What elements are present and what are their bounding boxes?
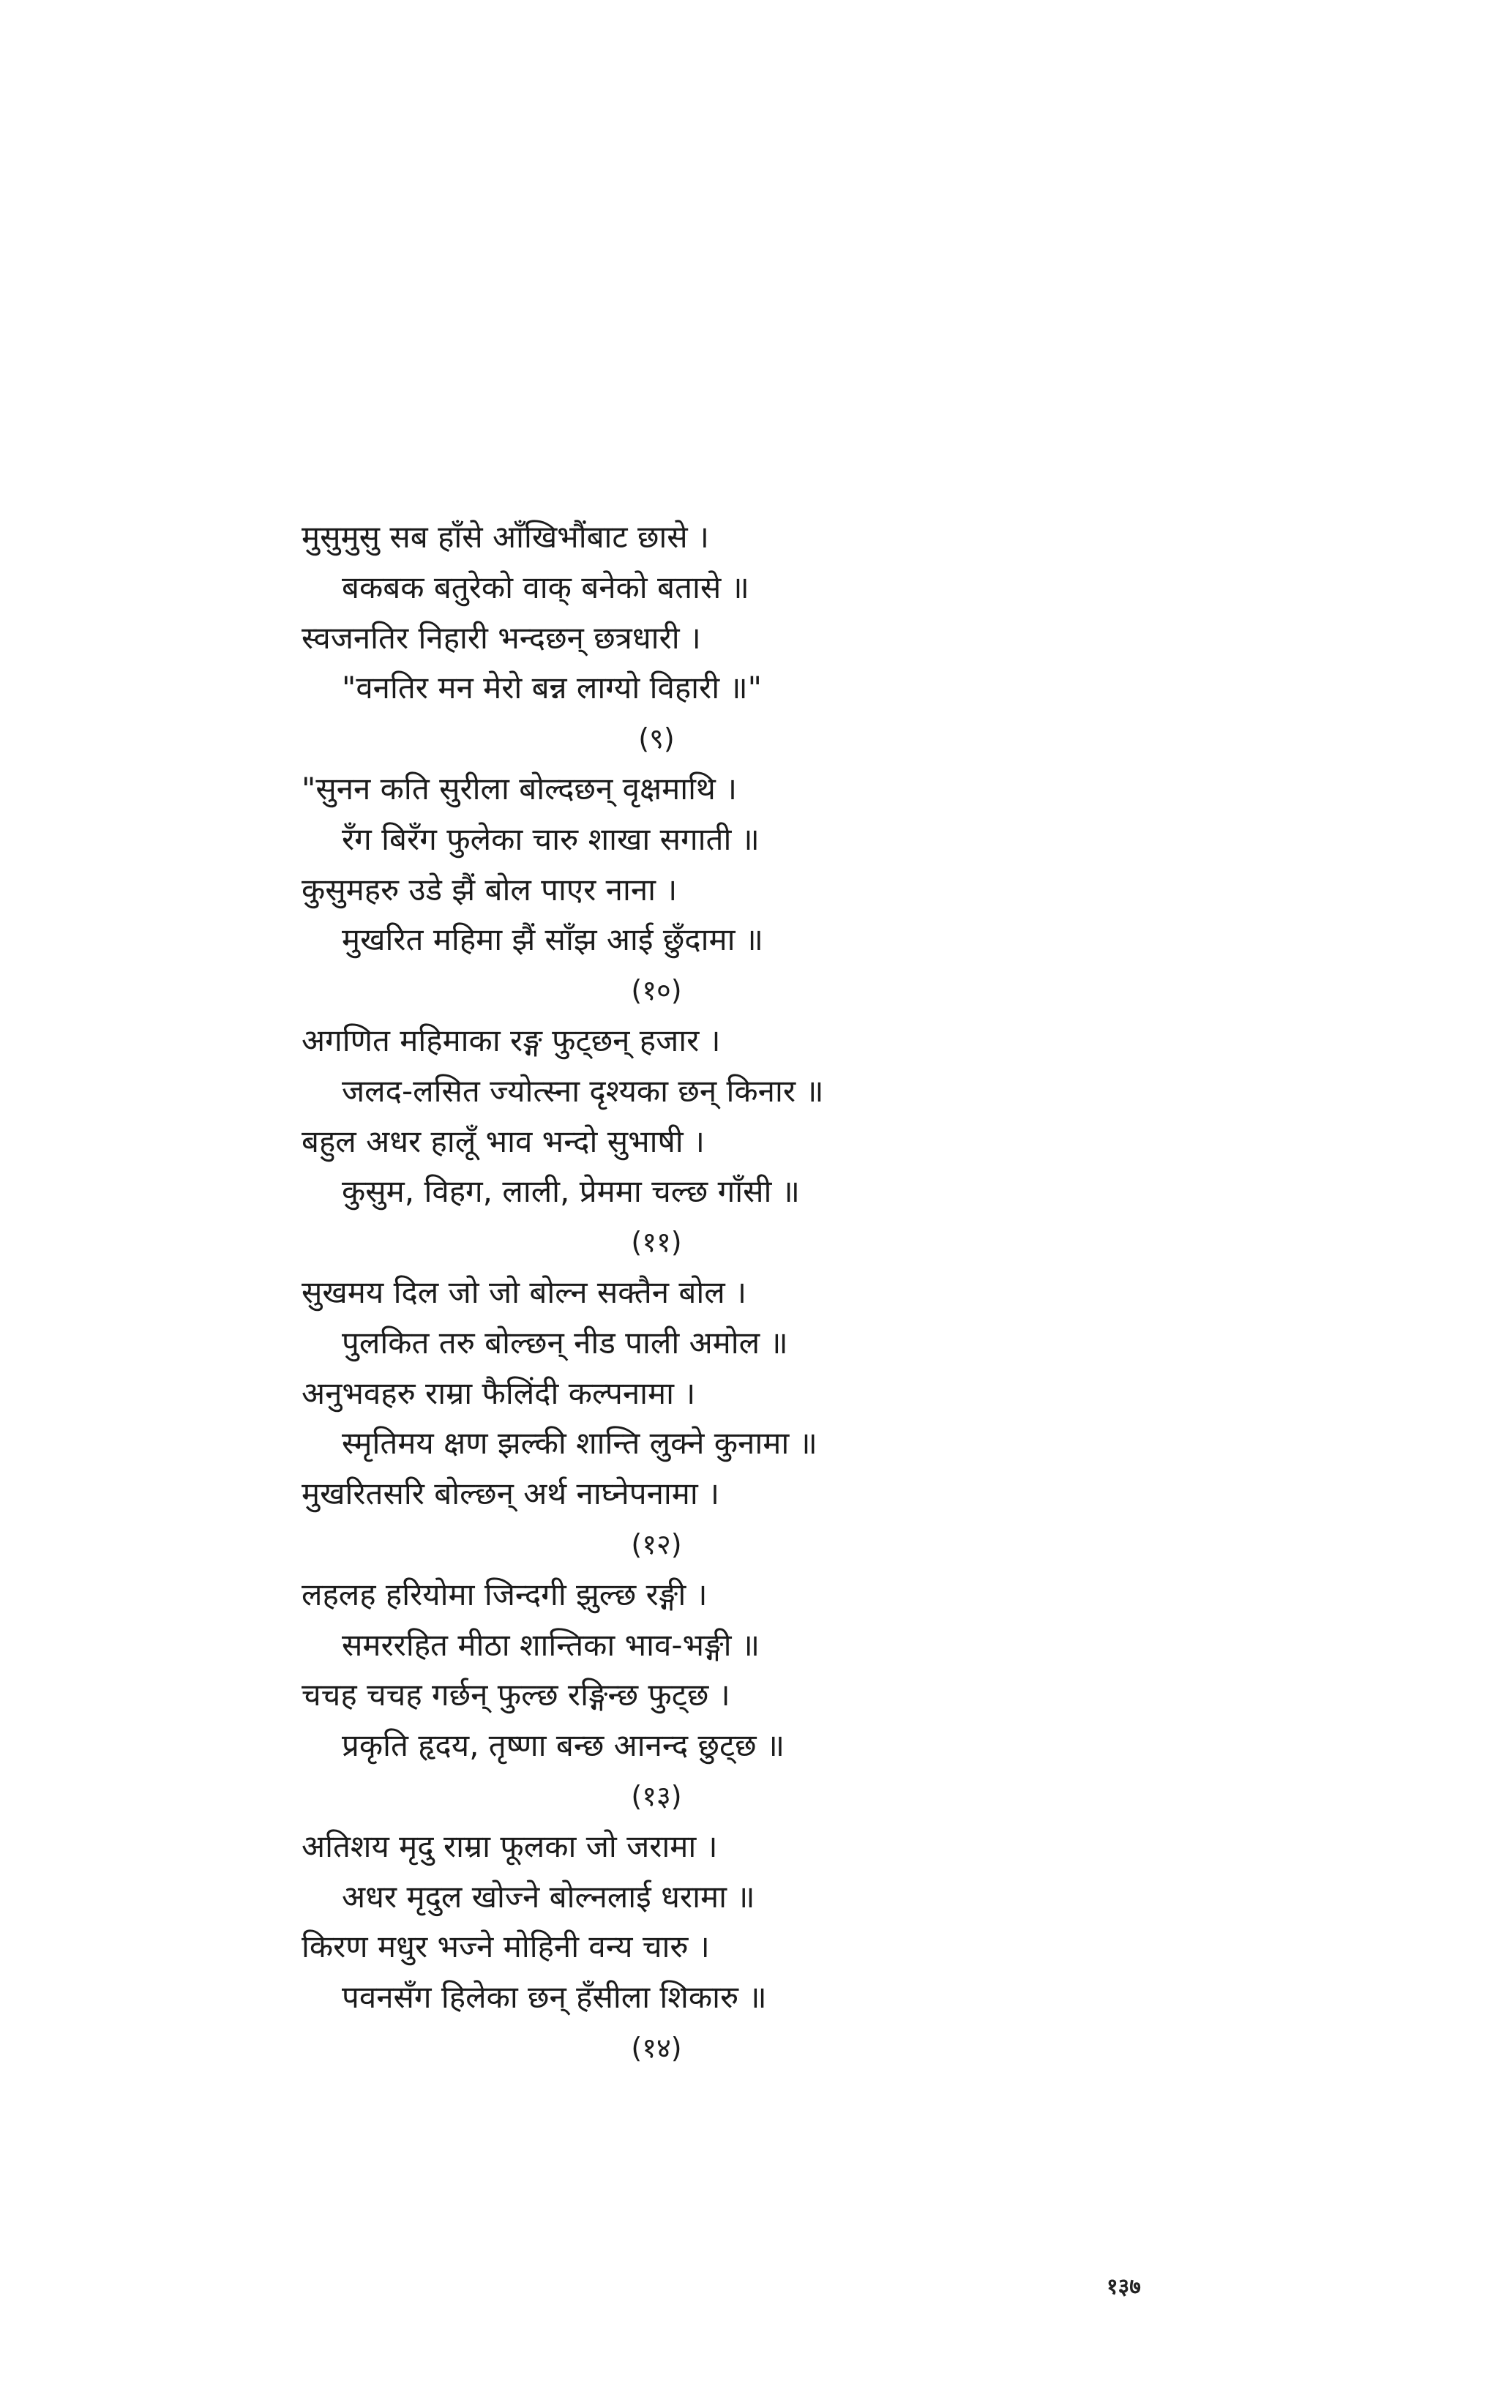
verse-line: अगणित महिमाका रङ्ग फुट्छन् हजार । (302, 1022, 721, 1058)
verse-line: चचह चचह गर्छन् फुल्छ रङ्गिन्छ फुट्छ । (302, 1677, 730, 1713)
verse-line: स्मृतिमय क्षण झल्की शान्ति लुक्ने कुनामा ॥ (342, 1425, 817, 1462)
verse-line: पवनसँग हिलेका छन् हँसीला शिकारु ॥ (342, 1979, 767, 2016)
stanza-number: (१२) (631, 1528, 682, 1560)
verse-line: सुखमय दिल जो जो बोल्न सक्तैन बोल । (302, 1274, 746, 1310)
stanza-number: (९) (638, 722, 675, 755)
verse-line: समररहित मीठा शान्तिका भाव-भङ्गी ॥ (342, 1626, 760, 1663)
verse-line: अनुभवहरु राम्रा फैलिंदी कल्पनामा । (302, 1375, 696, 1411)
verse-line: मुखरितसरि बोल्छन् अर्थ नाघ्नेपनामा । (302, 1476, 720, 1512)
verse-line: बहुल अधर हालूँ भाव भन्दो सुभाषी । (302, 1123, 705, 1159)
verse-line: किरण मधुर भज्ने मोहिनी वन्य चारु । (302, 1929, 710, 1965)
page-number: १३७ (1107, 2274, 1141, 2300)
verse-line: अधर मृदुल खोज्ने बोल्नलाई धरामा ॥ (342, 1878, 755, 1915)
verse-line: मुसुमुसु सब हाँसे आँखिभौंबाट छासे । (302, 519, 709, 555)
verse-line: जलद-लसित ज्योत्स्ना दृश्यका छन् किनार ॥ (342, 1072, 824, 1109)
verse-line: रँग बिरँग फुलेका चारु शाखा सगाती ॥ (342, 820, 760, 857)
verse-line: बकबक बतुरेको वाक् बनेको बतासे ॥ (342, 569, 749, 605)
stanza-number: (१३) (631, 1779, 682, 1812)
stanza-number: (११) (631, 1226, 682, 1259)
verse-line: "सुनन कति सुरीला बोल्दछन् वृक्षमाथि । (302, 770, 738, 807)
verse-line: प्रकृति हृदय, तृष्णा बन्छ आनन्द छुट्छ ॥ (342, 1727, 785, 1764)
verse-line: कुसुम, विहग, लाली, प्रेममा चल्छ गाँसी ॥ (342, 1173, 800, 1210)
verse-line: अतिशय मृदु राम्रा फूलका जो जरामा । (302, 1828, 718, 1864)
verse-line: लहलह हरियोमा जिन्दगी झुल्छ रङ्गी । (302, 1576, 708, 1612)
verse-line: पुलकित तरु बोल्छन् नीड पाली अमोल ॥ (342, 1324, 788, 1361)
stanza-number: (१४) (631, 2031, 682, 2064)
verse-line: "वनतिर मन मेरो बन्न लाग्यो विहारी ॥" (342, 670, 762, 706)
stanza-number: (१०) (631, 974, 682, 1007)
poem-body (302, 512, 1004, 2074)
verse-line: कुसुमहरु उडे झैं बोल पाएर नाना । (302, 871, 678, 908)
verse-line: स्वजनतिर निहारी भन्दछन् छत्रधारी । (302, 619, 701, 656)
verse-line: मुखरित महिमा झैं साँझ आई छुँदामा ॥ (342, 921, 763, 958)
